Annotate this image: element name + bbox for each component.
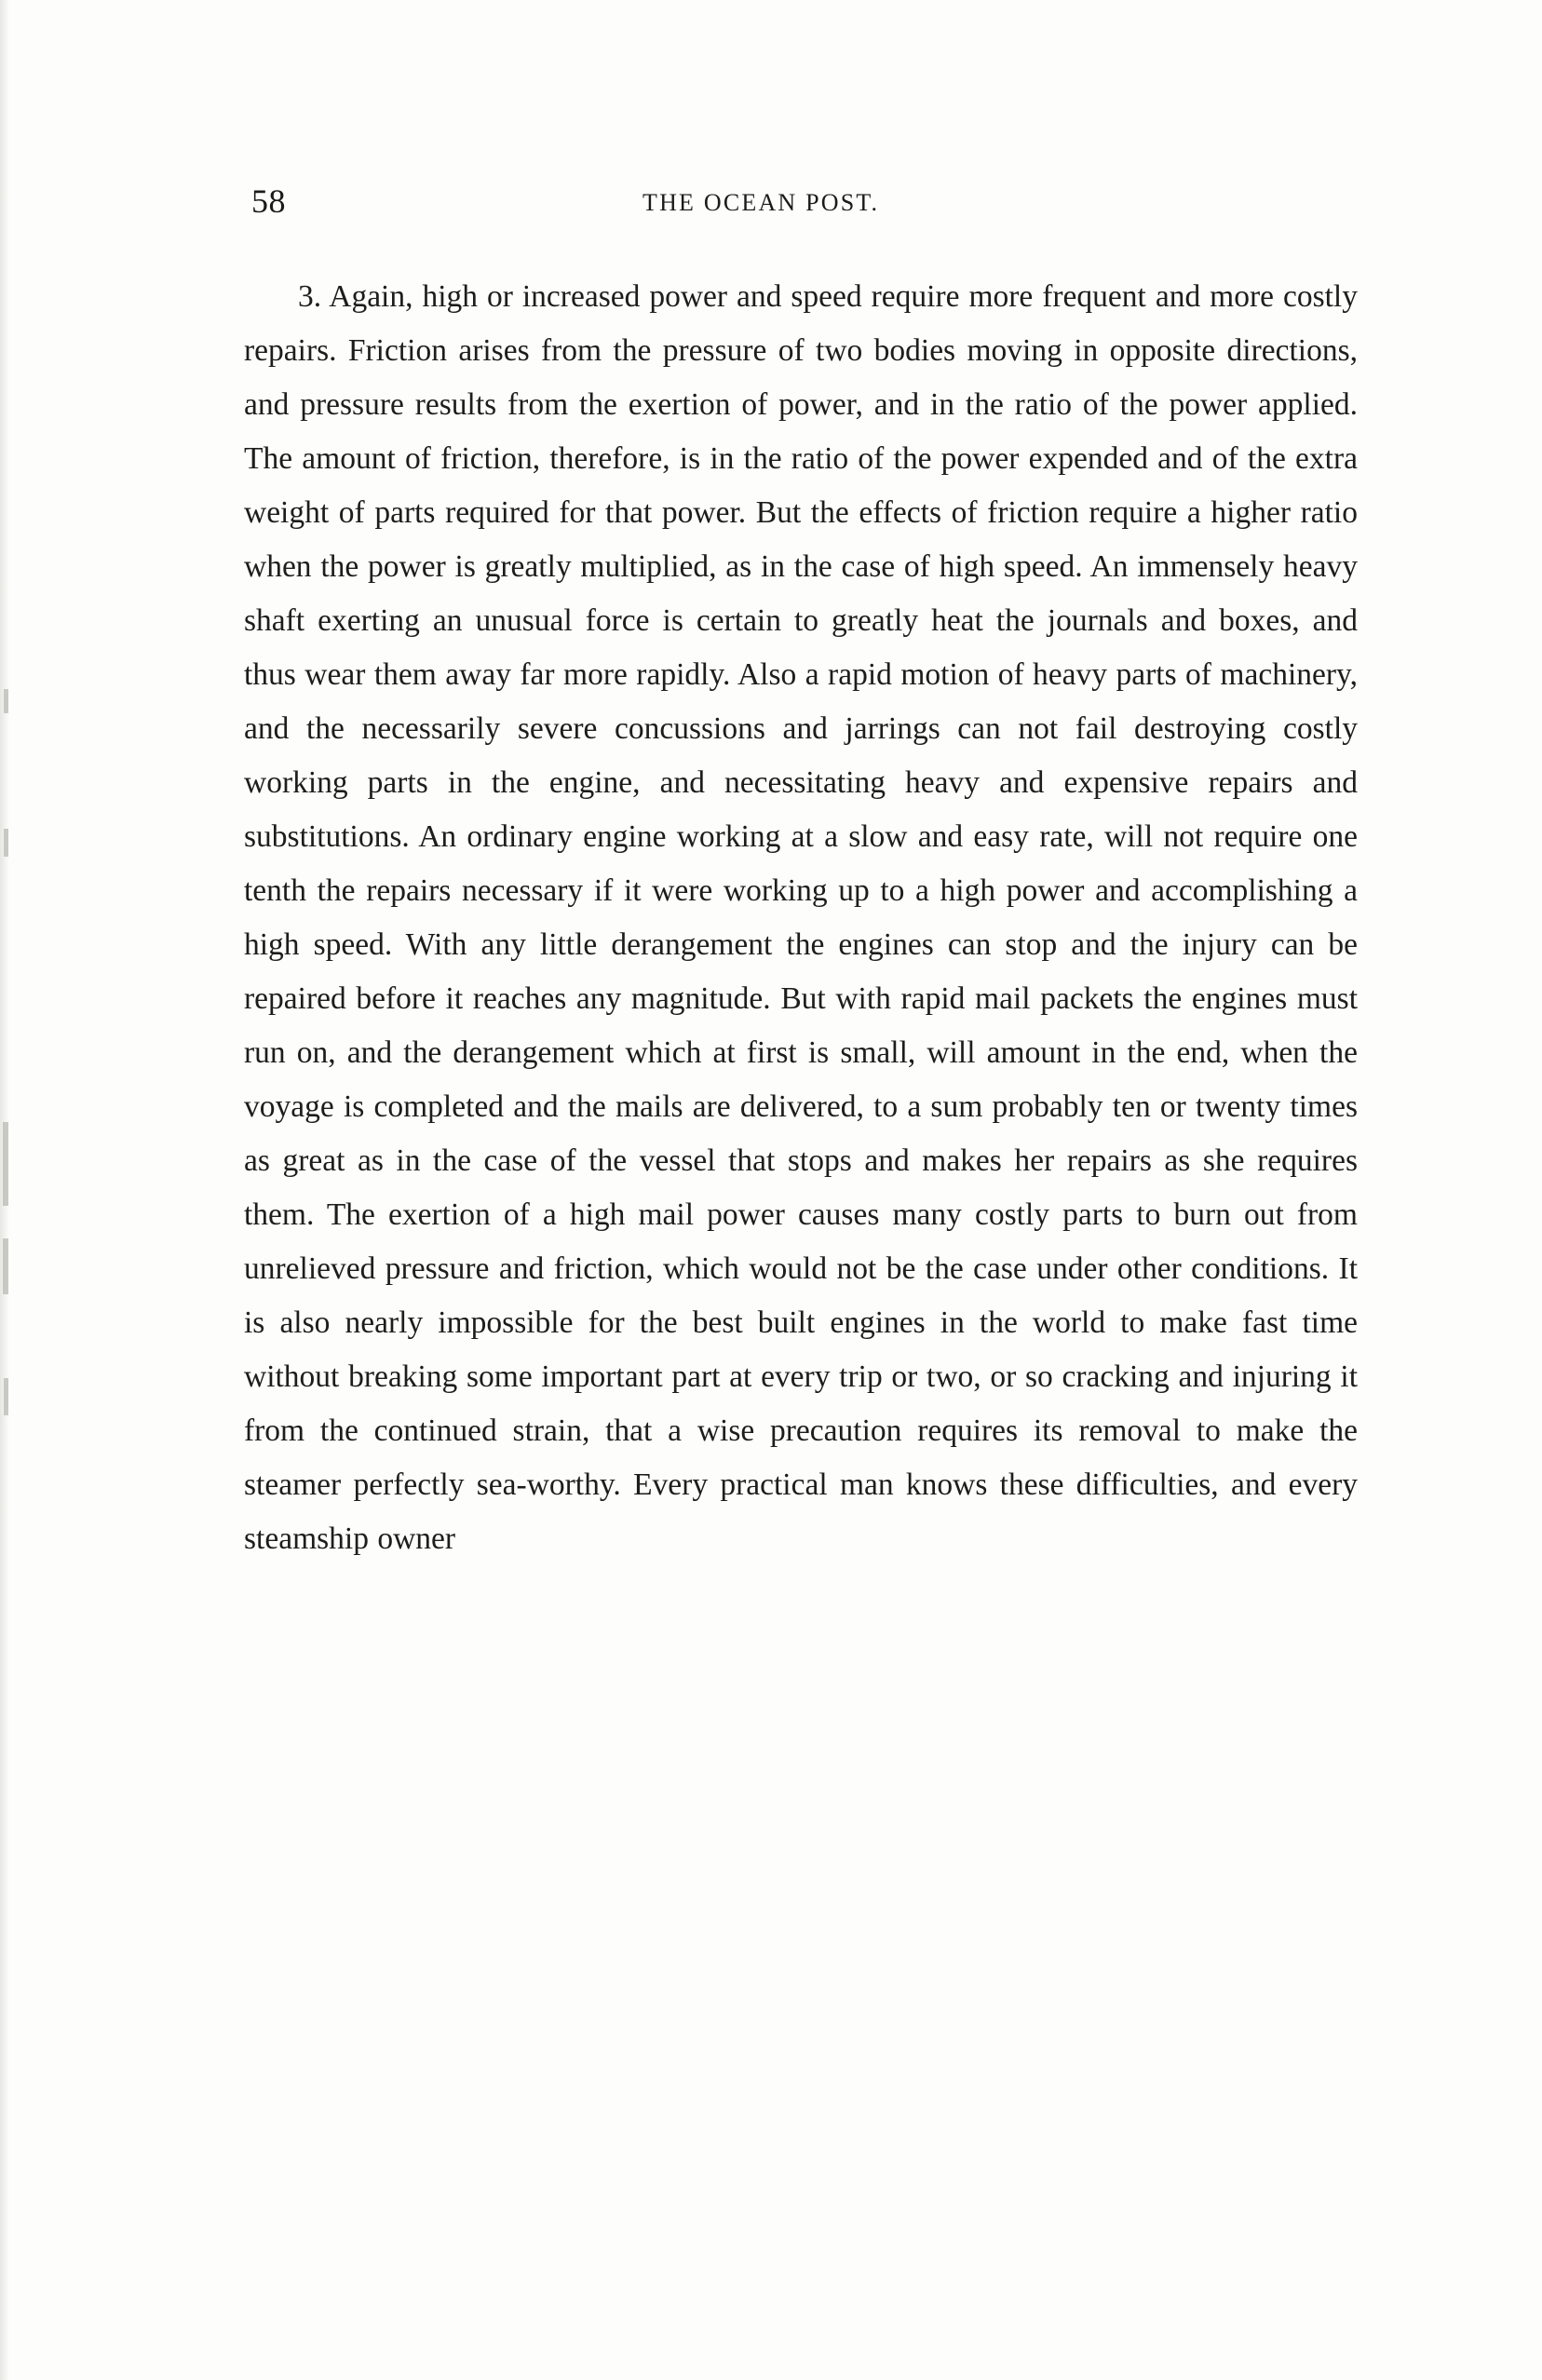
- running-head: THE OCEAN POST.: [642, 189, 880, 216]
- margin-speck: [3, 1122, 8, 1206]
- paragraph: 3. Again, high or increased power and speed require more frequent and more costly repairs. Friction arises from the pressure of two bodies moving in opposite directions, and pressure results from the exertion of power, and in the ratio of the power applied. The amount of friction, therefore, is in the ratio of the power expended and of the extra weight of parts required for that power. But the effects of friction require a higher ratio when the power is greatly multiplied, as in the case of high speed. An immensely heavy shaft exerting an unusual force is certain to greatly heat the journals and boxes, and thus wear them away far more rapidly. Also a rapid motion of heavy parts of machinery, and the necessarily severe concussions and jarrings can not fail destroying costly working parts in the engine, and necessitating heavy and expensive repairs and substitutions. An ordinary engine working at a slow and easy rate, will not require one tenth the repairs necessary if it were working up to a high power and accomplishing a high speed. With any little derangement the engines can stop and the injury can be repaired before it reaches any magnitude. But with rapid mail packets the engines must run on, and the derangement which at first is small, will amount in the end, when the voyage is completed and the mails are delivered, to a sum probably ten or twenty times as great as in the case of the vessel that stops and makes her repairs as she requires them. The exertion of a high mail power causes many costly parts to burn out from unrelieved pressure and friction, which would not be the case under other conditions. It is also nearly impossible for the best built engines in the world to make fast time without breaking some important part at every trip or two, or so cracking and injuring it from the continued strain, that a wise precaution requires its removal to make the steamer perfectly sea-worthy. Every practical man knows these difficulties, and every steamship owner: [244, 279, 1358, 1556]
- margin-speck: [4, 689, 8, 713]
- body-text: [244, 270, 1358, 1566]
- margin-speck: [4, 829, 8, 857]
- margin-speck: [3, 1238, 8, 1294]
- page-header: [251, 182, 1350, 219]
- page-number: 58: [251, 183, 286, 220]
- margin-speck: [4, 1378, 8, 1415]
